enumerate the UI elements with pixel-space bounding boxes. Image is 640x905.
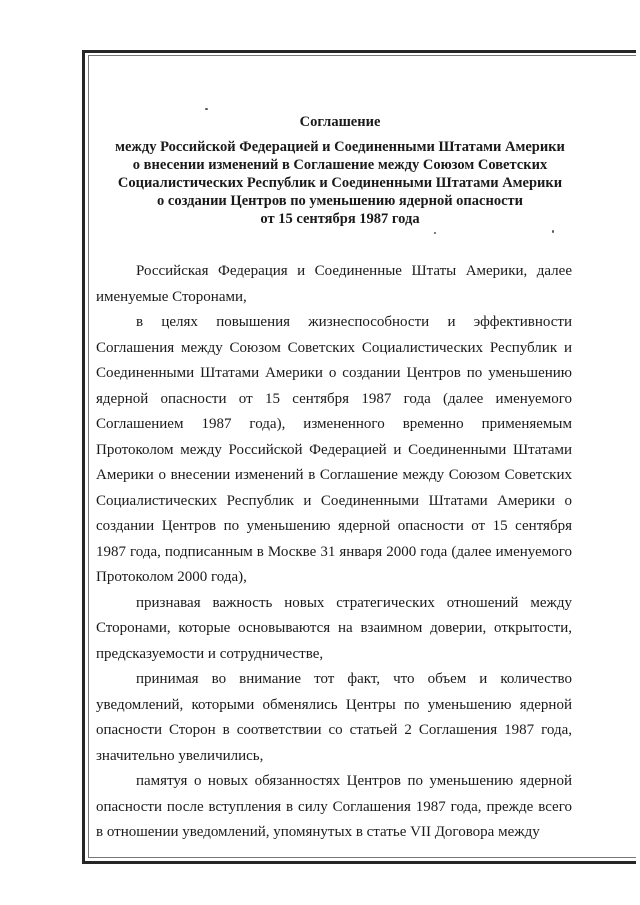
scan-speck xyxy=(552,230,554,233)
body-paragraph: в целях повышения жизнеспособности и эффективности Соглашения между Союзом Советских Социалистических Республик и Соединенными Штатами Америки о создании Центров по уменьшению ядерной опасности от 15 сентября 1987 года (далее именуемого Соглашением 1987 года), измененного временно применяемым Протоколом между Российской Федерацией и Соединенными Штатами Америки о внесении изменений в Соглашение между Союзом Советских Социалистических Республик и Соединенными Штатами Америки о создании Центров по уменьшению ядерной опасности от 15 сентября 1987 года, подписанным в Москве 31 января 2000 года (далее именуемого Протоколом 2000 года), xyxy=(96,314,572,585)
body-paragraph: памятуя о новых обязанностях Центров по уменьшению ядерной опасности после вступления в силу Соглашения 1987 года, прежде всего в отношении уведомлений, упомянутых в статье VII Договора между xyxy=(96,773,572,840)
document-subtitle xyxy=(100,138,580,228)
scan-speck xyxy=(434,232,436,234)
subtitle-line: Социалистических Республик и Соединенными Штатами Америки xyxy=(117,175,563,191)
document-title: Соглашение xyxy=(299,114,381,130)
body-paragraph: признавая важность новых стратегических отношений между Сторонами, которые основываются на взаимном доверии, открытости, предсказуемости и сотрудничестве, xyxy=(96,594,572,662)
subtitle-line: о внесении изменений в Соглашение между Союзом Советских xyxy=(132,157,548,173)
body-paragraph: Российская Федерация и Соединенные Штаты Америки, далее именуемые Сторонами, xyxy=(96,263,572,305)
document-body xyxy=(96,259,572,846)
subtitle-line: о создании Центров по уменьшению ядерной опасности xyxy=(157,193,523,209)
body-paragraph: принимая во внимание тот факт, что объем и количество уведомлений, которыми обменялись Центры по уменьшению ядерной опасности Сторон в соответствии со статьей 2 Соглашения 1987 года, значительно увеличились, xyxy=(96,671,572,764)
scan-speck xyxy=(205,108,208,110)
subtitle-line: от 15 сентября 1987 года xyxy=(260,211,420,227)
subtitle-line: между Российской Федерацией и Соединенными Штатами Америки xyxy=(115,139,565,155)
